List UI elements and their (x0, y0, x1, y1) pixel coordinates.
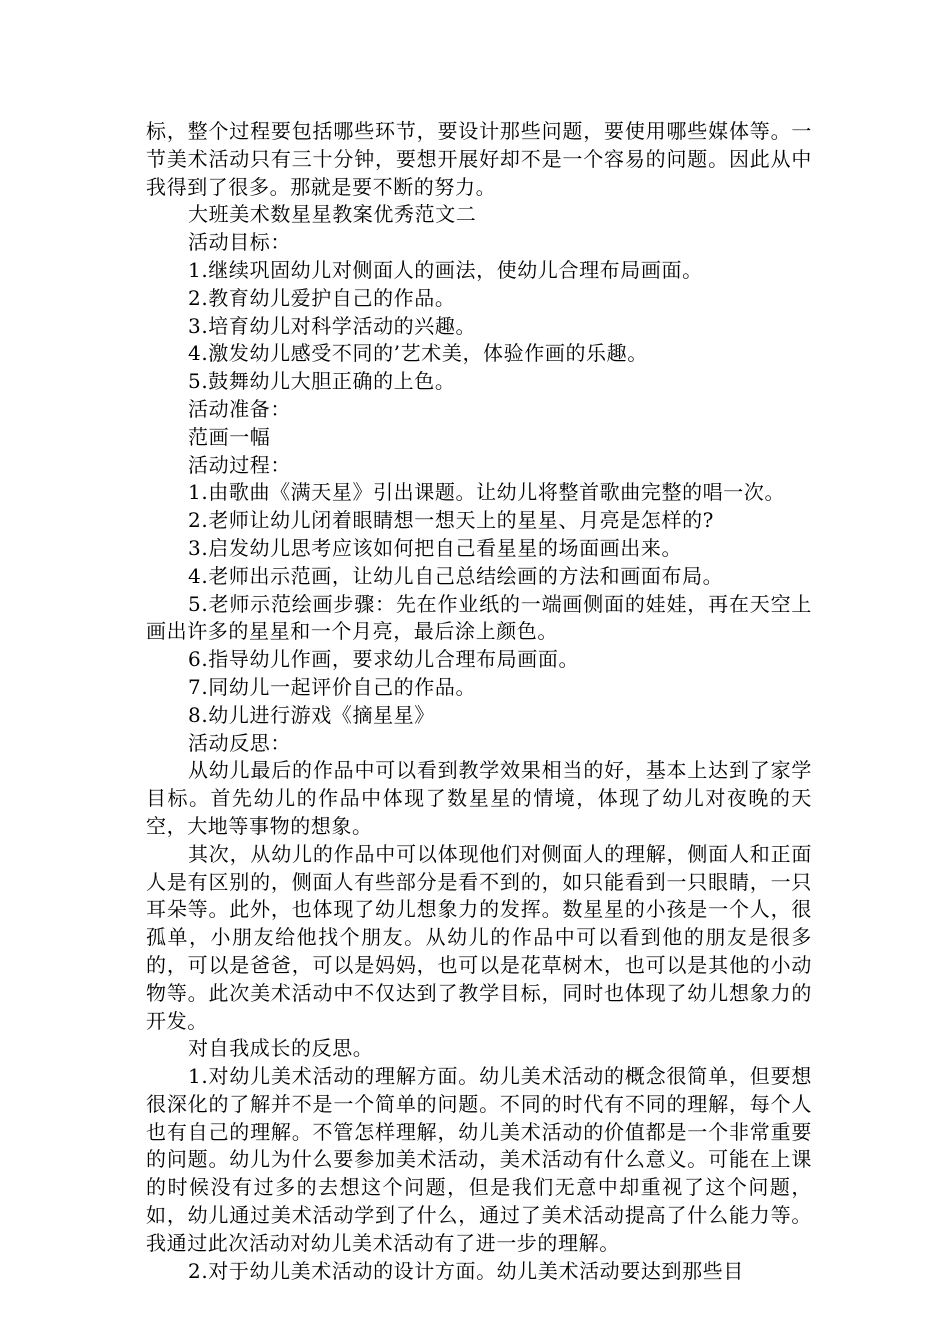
heading-self-reflection: 对自我成长的反思。 (188, 1036, 374, 1061)
preparation-item: 范画一幅 (188, 424, 271, 449)
process-step: 4.老师出示范画，让幼儿自己总结绘画的方法和画面布局。 (188, 563, 724, 588)
reflection-paragraph: 从幼儿最后的作品中可以看到教学效果相当的好，基本上达到了家学目标。首先幼儿的作品中体现了数星星的情境，体现了幼儿对夜晚的天空，大地等事物的想象。 (146, 758, 812, 838)
heading-reflection: 活动反思： (188, 730, 291, 755)
process-step: 2.老师让幼儿闭着眼睛想一想天上的星星、月亮是怎样的? (188, 508, 715, 533)
paragraph-continuation: 标，整个过程要包括哪些环节，要设计那些问题，要使用哪些媒体等。一节美术活动只有三十分钟，要想开展好却不是一个容易的问题。因此从中我得到了很多。那就是要不断的努力。 (146, 119, 812, 199)
process-step: 8.幼儿进行游戏《摘星星》 (188, 702, 435, 727)
heading-goals: 活动目标： (188, 230, 291, 255)
heading-preparation: 活动准备： (188, 396, 291, 421)
process-step: 3.启发幼儿思考应该如何把自己看星星的场面画出来。 (188, 535, 683, 560)
section-title: 大班美术数星星教案优秀范文二 (188, 202, 477, 227)
process-step: 5.老师示范绘画步骤：先在作业纸的一端画侧面的娃娃，再在天空上画出许多的星星和一个月亮，最后涂上颜色。 (146, 591, 812, 644)
process-step: 6.指导幼儿作画，要求幼儿合理布局画面。 (188, 647, 580, 672)
goal-item: 1.继续巩固幼儿对侧面人的画法，使幼儿合理布局画面。 (188, 257, 703, 282)
goal-item: 5.鼓舞幼儿大胆正确的上色。 (188, 369, 456, 394)
process-step: 1.由歌曲《满天星》引出课题。让幼儿将整首歌曲完整的唱一次。 (188, 480, 786, 505)
self-reflection-item: 2.对于幼儿美术活动的设计方面。幼儿美术活动要达到那些目 (188, 1258, 744, 1283)
reflection-paragraph: 其次，从幼儿的作品中可以体现他们对侧面人的理解，侧面人和正面人是有区别的，侧面人有些部分是看不到的，如只能看到一只眼睛，一只耳朵等。此外，也体现了幼儿想象力的发挥。数星星的小孩是一个人，很孤单，小朋友给他找个朋友。从幼儿的作品中可以看到他的朋友是很多的，可以是爸爸，可以是妈妈，也可以是花草树木，也可以是其他的小动物等。此次美术活动中不仅达到了教学目标，同时也体现了幼儿想象力的开发。 (146, 841, 812, 1033)
document-body (146, 118, 812, 1285)
heading-process: 活动过程： (188, 452, 291, 477)
goal-item: 2.教育幼儿爱护自己的作品。 (188, 285, 456, 310)
goal-item: 3.培育幼儿对科学活动的兴趣。 (188, 313, 477, 338)
process-step: 7.同幼儿一起评价自己的作品。 (188, 674, 477, 699)
self-reflection-item: 1.对幼儿美术活动的理解方面。幼儿美术活动的概念很简单，但要想很深化的了解并不是一个简单的问题。不同的时代有不同的理解，每个人也有自己的理解。不管怎样理解，幼儿美术活动的价值都是一个非常重要的问题。幼儿为什么要参加美术活动，美术活动有什么意义。可能在上课的时候没有过多的去想这个问题，但是我们无意中却重视了这个问题，如，幼儿通过美术活动学到了什么，通过了美术活动提高了什么能力等。我通过此次活动对幼儿美术活动有了进一步的理解。 (146, 1064, 812, 1255)
goal-item: 4.激发幼儿感受不同的’艺术美，体验作画的乐趣。 (188, 341, 648, 366)
